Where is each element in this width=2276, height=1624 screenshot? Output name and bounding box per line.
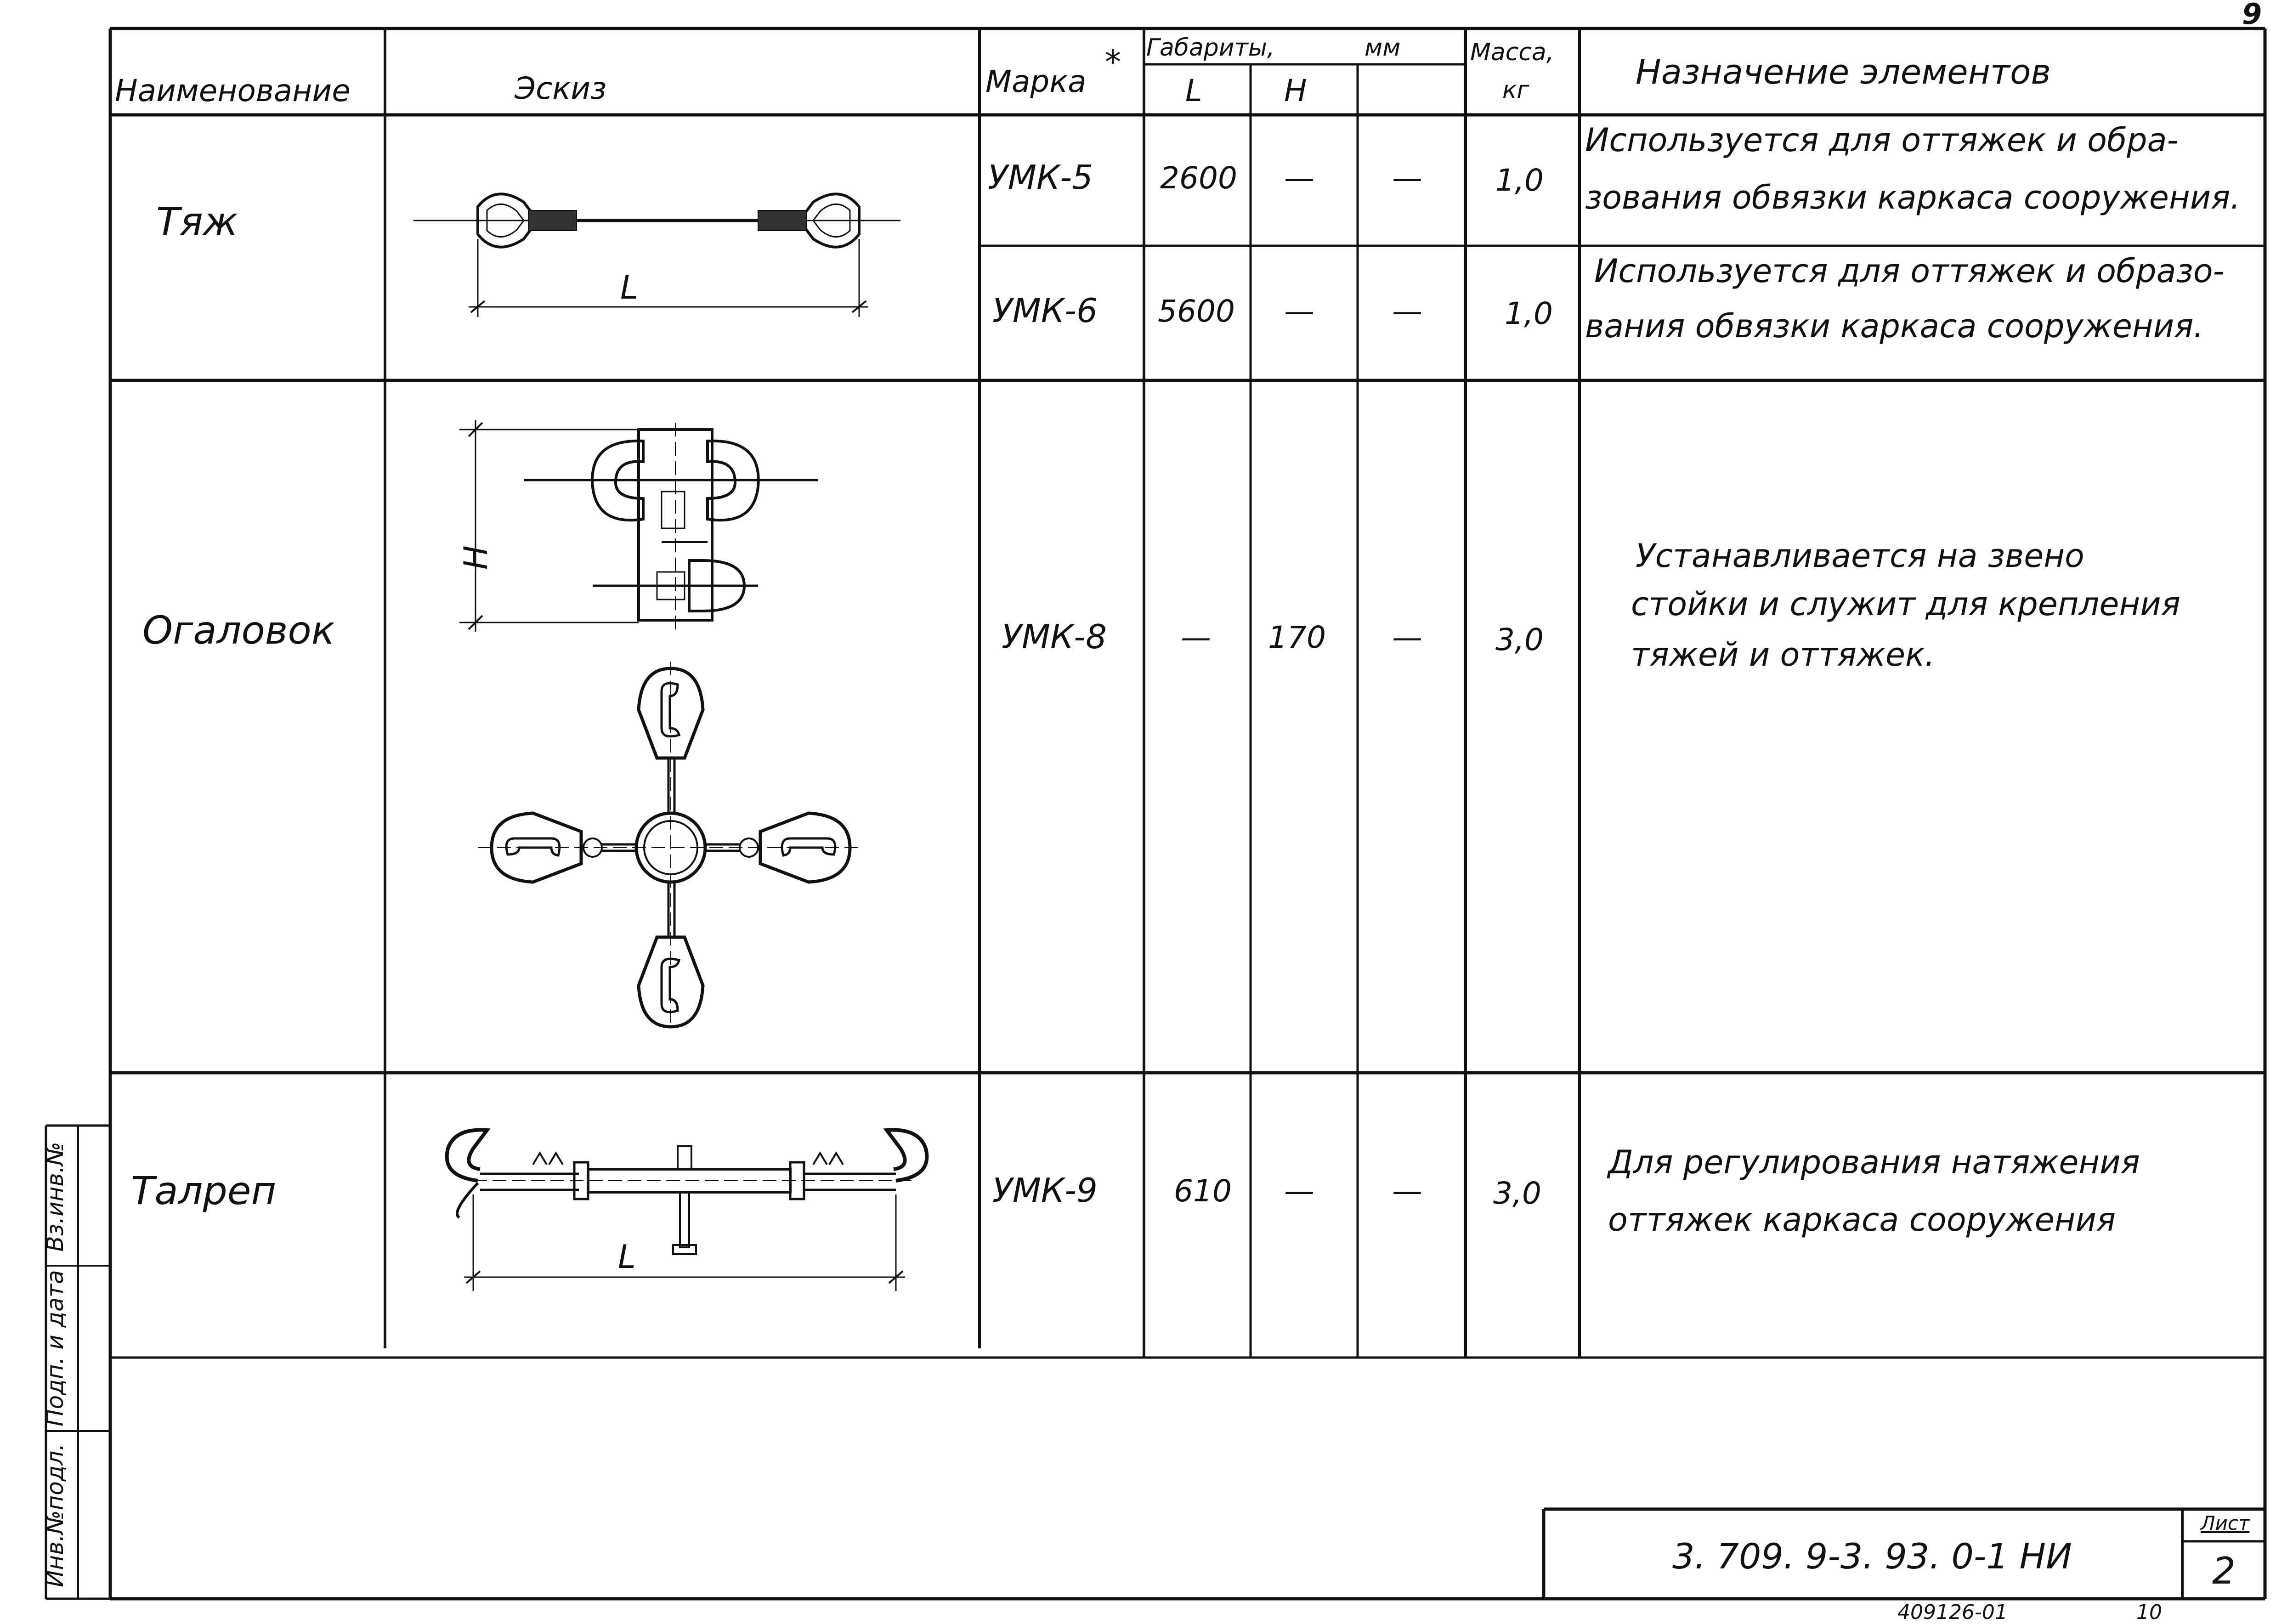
extra-umk9: — <box>1392 1173 1422 1209</box>
stamp-replaced-inv: Вз.инв.№ <box>42 1142 68 1252</box>
cap-side-sketch <box>459 420 818 632</box>
sheet-number: 2 <box>2212 1550 2236 1592</box>
stamp-inv-number: Инв.№подл. <box>42 1443 68 1587</box>
header-dims: Габариты, <box>1146 34 1275 62</box>
footer-code: 409126-01 <box>1897 1601 2008 1624</box>
purpose-umk8-line1: Устанавливается на звено <box>1636 537 2084 575</box>
purpose-umk9-line2: оттяжек каркаса сооружения <box>1608 1201 2116 1239</box>
cap-dim-label: H <box>457 545 495 570</box>
mark-umk6: УМК-6 <box>992 291 1098 330</box>
header-dim-h: H <box>1284 73 1307 108</box>
row-name-cap: Огаловок <box>142 608 335 653</box>
row-name-tie-rod: Тяж <box>156 199 238 244</box>
extra-umk8: — <box>1392 620 1422 655</box>
header-mass: Масса, <box>1470 39 1554 66</box>
l-umk6: 5600 <box>1158 294 1235 329</box>
mark-umk5: УМК-5 <box>988 158 1093 197</box>
sheet-label: Лист <box>2201 1512 2250 1534</box>
l-umk9: 610 <box>1174 1173 1232 1209</box>
footer-number: 10 <box>2136 1601 2162 1624</box>
extra-umk5: — <box>1392 160 1422 196</box>
header-mark: Марка <box>985 64 1087 99</box>
header-dims-unit: мм <box>1364 34 1401 62</box>
header-name: Наименование <box>115 73 351 108</box>
stamp-sign-date: Подп. и дата <box>42 1270 68 1426</box>
mark-umk9: УМК-9 <box>992 1171 1098 1210</box>
mass-umk6: 1,0 <box>1505 296 1553 331</box>
mark-umk8: УМК-8 <box>1002 617 1107 656</box>
tie-rod-dim-label: L <box>620 269 638 306</box>
header-mark-star: * <box>1105 43 1121 81</box>
extra-umk6: — <box>1392 294 1422 329</box>
turnbuckle-sketch <box>447 1130 927 1291</box>
purpose-umk9-line1: Для регулирования натяжения <box>1608 1143 2140 1181</box>
mass-umk5: 1,0 <box>1495 163 1544 198</box>
h-umk9: — <box>1284 1173 1314 1209</box>
cap-plan-sketch <box>478 662 864 1027</box>
h-umk8: 170 <box>1268 620 1326 655</box>
header-mass-unit: кг <box>1502 76 1529 104</box>
h-umk5: — <box>1284 160 1314 196</box>
tie-rod-sketch <box>413 194 900 317</box>
turnbuckle-dim-label: L <box>618 1238 636 1276</box>
h-umk6: — <box>1284 294 1314 329</box>
purpose-umk6-line2: вания обвязки каркаса сооружения. <box>1585 307 2204 345</box>
l-umk5: 2600 <box>1160 160 1237 196</box>
purpose-umk5-line2: зования обвязки каркаса сооружения. <box>1585 179 2241 216</box>
l-umk8: — <box>1181 620 1211 655</box>
row-name-turnbuckle: Талреп <box>131 1168 277 1213</box>
header-sketch: Эскиз <box>515 71 607 106</box>
purpose-umk5-line1: Используется для оттяжек и обра- <box>1585 121 2179 159</box>
mass-umk9: 3,0 <box>1493 1176 1541 1211</box>
mass-umk8: 3,0 <box>1495 622 1544 657</box>
header-purpose: Назначение элементов <box>1636 52 2051 92</box>
document-code: 3. 709. 9-3. 93. 0-1 НИ <box>1672 1536 2072 1577</box>
purpose-umk6-line1: Используется для оттяжек и образо- <box>1594 252 2225 290</box>
purpose-umk8-line3: тяжей и оттяжек. <box>1631 636 1935 673</box>
page-number: 9 <box>2242 0 2262 31</box>
header-dim-l: L <box>1185 73 1202 108</box>
purpose-umk8-line2: стойки и служит для крепления <box>1631 585 2180 623</box>
